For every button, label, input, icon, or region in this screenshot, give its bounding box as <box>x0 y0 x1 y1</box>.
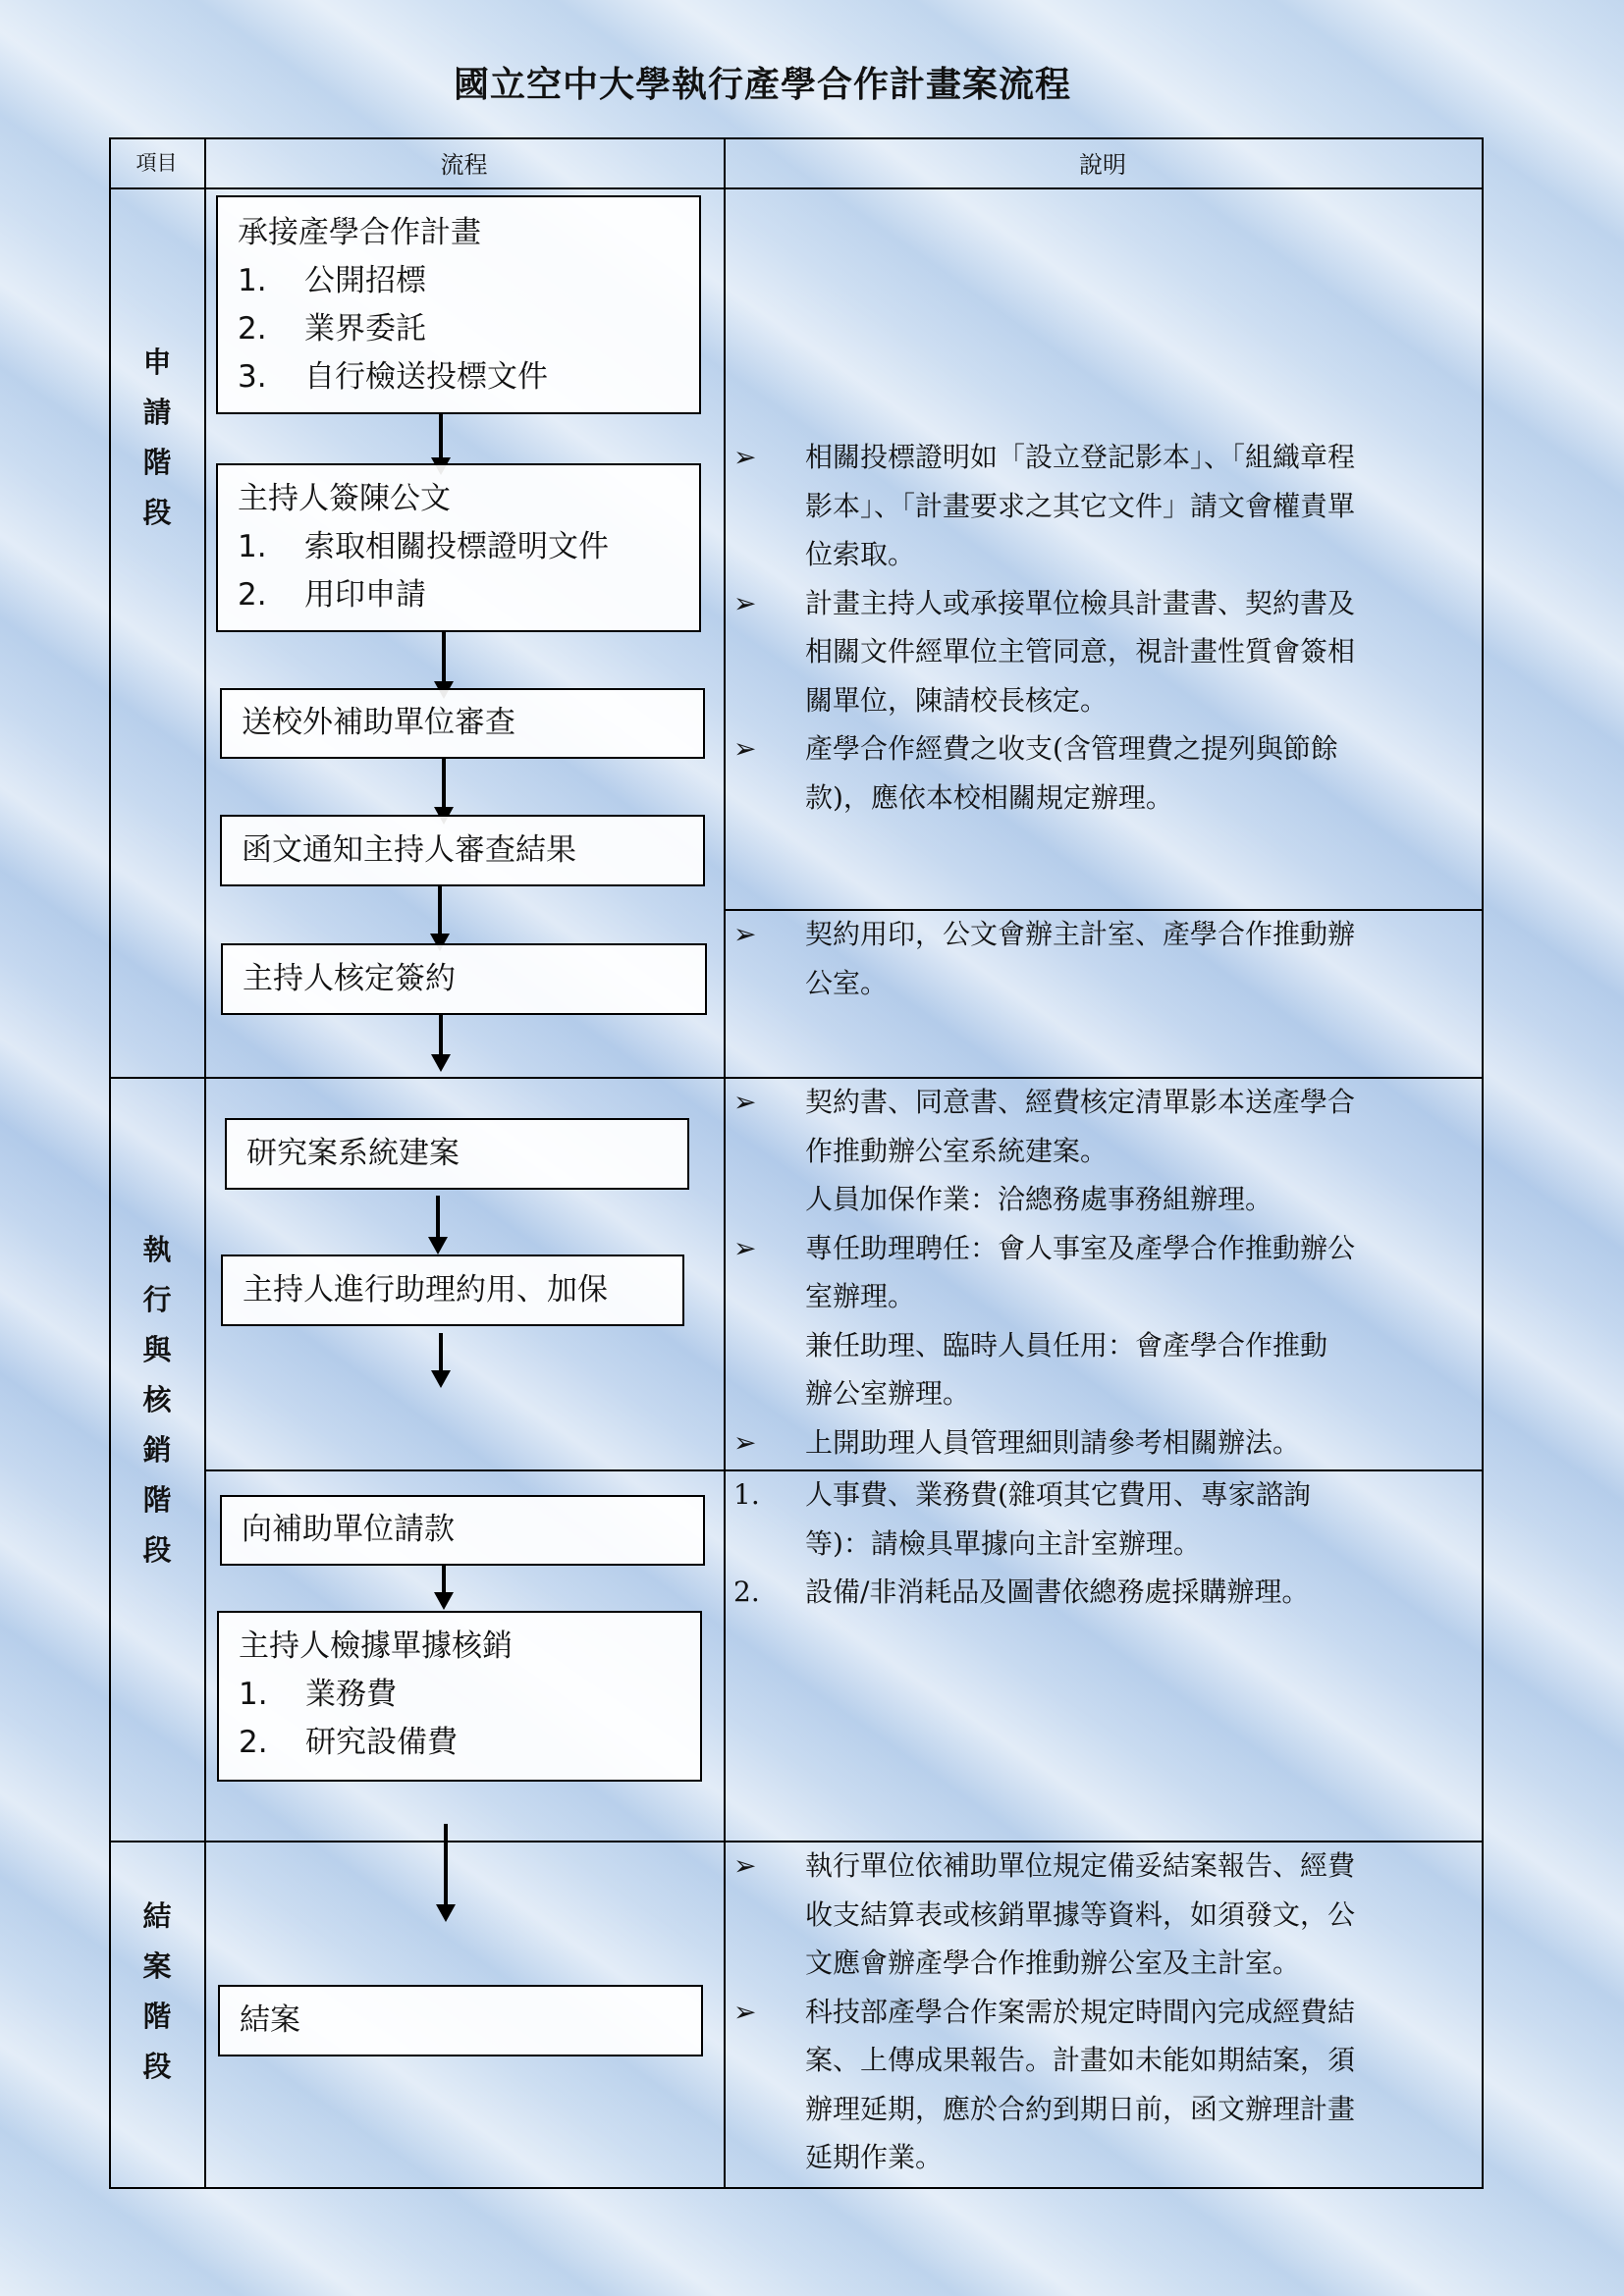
stage-close-label: 結 案 階 段 <box>142 1899 172 2083</box>
flow-arrow <box>442 1566 446 1594</box>
stage-apply-label: 申 請 階 段 <box>142 346 172 529</box>
flow-box-sign-document: 主持人簽陳公文 1. 索取相關投標證明文件 2. 用印申請 <box>216 463 701 632</box>
flow-box-request-payment: 向補助單位請款 <box>220 1495 705 1566</box>
box-title: 主持人簽陳公文 <box>238 481 451 516</box>
flow-arrow <box>439 414 443 459</box>
flow-arrow <box>442 632 446 683</box>
flow-arrow <box>436 1196 440 1239</box>
page-title: 國立空中大學執行產學合作計畫案流程 <box>453 65 1071 105</box>
notes-close: ➢ 執行單位依補助單位規定備妥結案報告、經費 收支結算表或核銷單據等資料，如須發文，公 文應會辦產學合作推動辦公室及主計室。 ➢ 科技部產學合作案需於規定時間內完成經費結 案、上傳成果報告。計畫如未能如期結案，須 辦理延期，應於合約到期日前，函文辦理計畫 延期作業。 <box>733 1849 1356 2173</box>
flow-box-sign-contract: 主持人核定簽約 <box>221 943 707 1015</box>
notes-execute: ➢ 契約書、同意書、經費核定清單影本送產學合 作推動辦公室系統建案。 人員加保作業：洽總務處事務組辦理。 ➢ 專任助理聘任：會人事室及產學合作推動辦公 室辦理。 兼任助理、臨時人員任用：會產學合作推動 辦公室辦理。 ➢ 上開助理人員管理細則請參考相關辦法。 <box>733 1086 1356 1459</box>
flow-arrow <box>438 886 442 935</box>
flow-box-verify-receipts: 主持人檢據單據核銷 1. 業務費 2. 研究設備費 <box>217 1611 702 1782</box>
flow-box-close-project: 結案 <box>218 1985 703 2056</box>
header-flow: 流程 <box>440 151 488 179</box>
notes-contract: ➢ 契約用印，公文會辦主計室、產學合作推動辦 公室。 <box>733 918 1356 999</box>
header-item: 項目 <box>135 151 178 175</box>
flow-box-accept-project: 承接產學合作計畫 1. 公開招標 2. 業界委託 3. 自行檢送投標文件 <box>216 195 701 414</box>
notes-verify: 1. 人事費、業務費(雜項其它費用、專家諮詢 等)：請檢具單據向主計室辦理。 2. 設備/非消耗品及圖書依總務處採購辦理。 <box>733 1478 1311 1608</box>
flow-box-external-review: 送校外補助單位審查 <box>220 688 705 759</box>
flow-arrow <box>444 1824 448 1906</box>
flow-arrow <box>439 1015 443 1056</box>
flow-arrow <box>439 1333 443 1372</box>
flow-box-hire-assistant: 主持人進行助理約用、加保 <box>221 1255 684 1326</box>
flow-box-notify-result: 函文通知主持人審查結果 <box>220 815 705 886</box>
flow-arrow <box>442 759 446 809</box>
flow-box-system-setup: 研究案系統建案 <box>225 1118 689 1190</box>
header-description: 說明 <box>1079 151 1126 179</box>
notes-apply: ➢ 相關投標證明如「設立登記影本」、「組織章程 影本」、「計畫要求之其它文件」請文會權責單 位索取。 ➢ 計畫主持人或承接單位檢具計畫書、契約書及 相關文件經單位主管同意，視計畫性質會簽相 關單位，陳請校長核定。 ➢ 產學合作經費之收支(含管理費之提列與節餘 款)，應依本校相關規定辦理。 <box>733 441 1356 814</box>
stage-execute-label: 執 行 與 核 銷 階 段 <box>142 1233 172 1567</box>
box-title: 主持人檢據單據核銷 <box>239 1629 513 1664</box>
box-title: 承接產學合作計畫 <box>238 215 481 250</box>
